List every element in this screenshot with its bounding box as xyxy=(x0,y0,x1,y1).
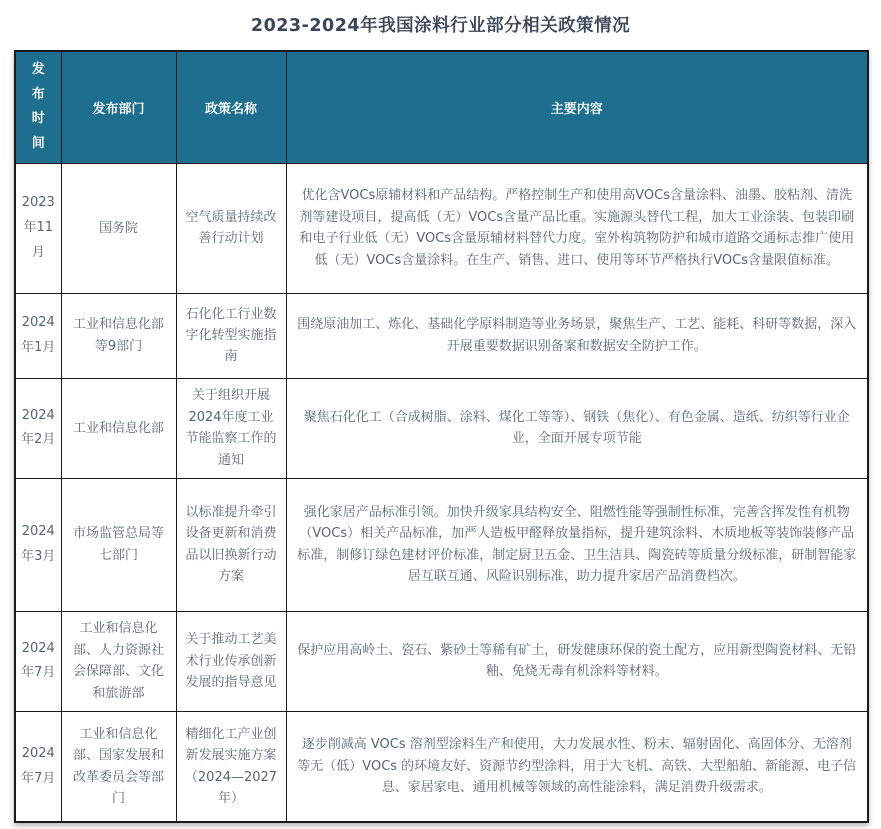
table-row xyxy=(15,711,868,822)
cell-policy-name: 精细化工产业创新发展实施方案（2024—2027年） xyxy=(176,711,286,822)
policy-table xyxy=(14,50,869,823)
cell-department: 工业和信息化部等9部门 xyxy=(61,293,176,378)
table-row xyxy=(15,163,868,293)
cell-department: 国务院 xyxy=(61,163,176,293)
cell-main-content: 保护应用高岭土、瓷石、紫砂土等稀有矿土，研发健康环保的瓷土配方，应用新型陶瓷材料、无铅釉、免烧无毒有机涂料等材料。 xyxy=(286,611,868,711)
page-title: 2023-2024年我国涂料行业部分相关政策情况 xyxy=(250,16,631,36)
cell-main-content: 围绕原油加工、炼化、基础化学原料制造等业务场景，聚焦生产、工艺、能耗、科研等数据，深入开展重要数据识别备案和数据安全防护工作。 xyxy=(286,293,868,378)
cell-publish-time: 2024年1月 xyxy=(15,293,61,378)
cell-publish-time: 2024年3月 xyxy=(15,478,61,611)
cell-publish-time: 2023年11月 xyxy=(15,163,61,293)
cell-department: 工业和信息化部、人力资源社会保障部、文化和旅游部 xyxy=(61,611,176,711)
cell-policy-name: 以标准提升牵引设备更新和消费品以旧换新行动方案 xyxy=(176,478,286,611)
cell-main-content: 强化家居产品标准引领。加快升级家具结构安全、阻燃性能等强制性标准，完善含挥发性有机物（VOCs）相关产品标准，加严人造板甲醛释放量指标，提升建筑涂料、木质地板等装饰装修产品标准，制修订绿色建材评价标准，制定厨卫五金、卫生洁具、陶瓷砖等质量分级标准，研制智能家居互联互通、风险识别标准，助力提升家居产品消费档次。 xyxy=(286,478,868,611)
cell-publish-time: 2024年2月 xyxy=(15,378,61,478)
table-body xyxy=(15,163,868,822)
cell-policy-name: 空气质量持续改善行动计划 xyxy=(176,163,286,293)
cell-publish-time: 2024年7月 xyxy=(15,711,61,822)
table-row xyxy=(15,378,868,478)
header-main-content: 主要内容 xyxy=(286,51,868,163)
table-row xyxy=(15,293,868,378)
cell-publish-time: 2024年7月 xyxy=(15,611,61,711)
cell-main-content: 聚焦石化化工（合成树脂、涂料、煤化工等等）、钢铁（焦化）、有色金属、造纸、纺织等行业企业，全面开展专项节能 xyxy=(286,378,868,478)
cell-main-content: 逐步削减高 VOCs 溶剂型涂料生产和使用，大力发展水性、粉末、辐射固化、高固体分、无溶剂等无（低）VOCs 的环境友好、资源节约型涂料，用于大飞机、高铁、大型船舶、新能源、电子信息、家居家电、通用机械等领域的高性能涂料，满足消费升级需求。 xyxy=(286,711,868,822)
cell-policy-name: 石化化工行业数字化转型实施指南 xyxy=(176,293,286,378)
cell-main-content: 优化含VOCs原辅材料和产品结构。严格控制生产和使用高VOCs含量涂料、油墨、胶粘剂、清洗剂等建设项目，提高低（无）VOCs含量产品比重。实施源头替代工程，加大工业涂装、包装印刷和电子行业低（无）VOCs含量原辅材料替代力度。室外构筑物防护和城市道路交通标志推广使用低（无）VOCs含量涂料。在生产、销售、进口、使用等环节严格执行VOCs含量限值标准。 xyxy=(286,163,868,293)
header-row xyxy=(15,51,868,163)
cell-department: 市场监管总局等七部门 xyxy=(61,478,176,611)
cell-department: 工业和信息化部 xyxy=(61,378,176,478)
table-row xyxy=(15,611,868,711)
header-policy-name: 政策名称 xyxy=(176,51,286,163)
header-department: 发布部门 xyxy=(61,51,176,163)
cell-policy-name: 关于组织开展2024年度工业节能监察工作的通知 xyxy=(176,378,286,478)
header-publish-time: 发布时间 xyxy=(15,51,61,163)
cell-department: 工业和信息化部、国家发展和改革委员会等部门 xyxy=(61,711,176,822)
table-row xyxy=(15,478,868,611)
table-header xyxy=(15,51,868,163)
cell-policy-name: 关于推动工艺美术行业传承创新发展的指导意见 xyxy=(176,611,286,711)
